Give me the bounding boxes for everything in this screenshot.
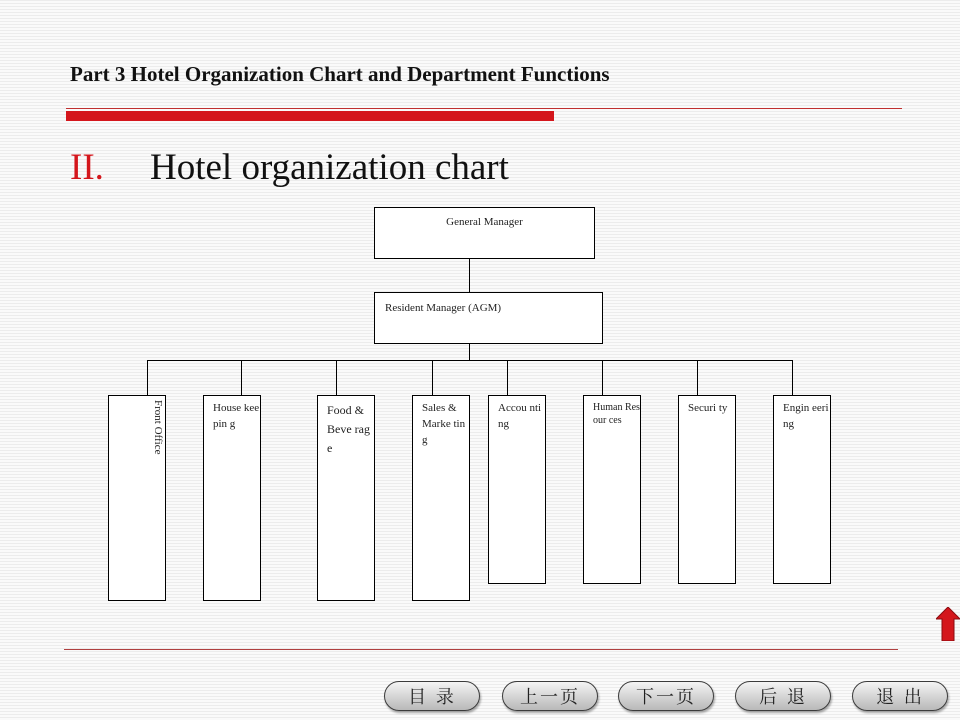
connector-housekeeping <box>241 360 242 395</box>
connector-sales-marketing <box>432 360 433 395</box>
section-heading-text: Hotel organization chart <box>150 147 509 188</box>
org-node-engineering: Engin eering <box>773 395 831 584</box>
org-node-accounting: Accou nting <box>488 395 546 584</box>
org-node-security: Securi ty <box>678 395 736 584</box>
previous-page-button[interactable]: 上一页 <box>502 681 598 711</box>
org-node-sales-marketing: Sales & Marke ting <box>412 395 470 601</box>
back-button[interactable]: 后 退 <box>735 681 831 711</box>
contents-button[interactable]: 目 录 <box>384 681 480 711</box>
title-divider-accent <box>66 111 554 121</box>
connector-human-resources <box>602 360 603 395</box>
org-node-food-beverage: Food & Beve rage <box>317 395 375 601</box>
exit-button[interactable]: 退 出 <box>852 681 948 711</box>
org-node-resident-manager: Resident Manager (AGM) <box>374 292 603 344</box>
connector-engineering <box>792 360 793 395</box>
slide-title: Part 3 Hotel Organization Chart and Department Functions <box>70 62 610 86</box>
connector-security <box>697 360 698 395</box>
connector-front-office <box>147 360 148 395</box>
org-node-front-office: Front Office <box>108 395 166 601</box>
connector-rm-to-bus <box>469 344 470 360</box>
section-number: II. <box>70 147 104 188</box>
section-heading <box>70 146 509 189</box>
footer-divider <box>64 649 898 650</box>
up-arrow-icon[interactable] <box>936 607 960 641</box>
org-node-general-manager: General Manager <box>374 207 595 259</box>
connector-accounting <box>507 360 508 395</box>
connector-gm-to-rm <box>469 259 470 292</box>
org-node-housekeeping: House keepin g <box>203 395 261 601</box>
next-page-button[interactable]: 下一页 <box>618 681 714 711</box>
title-divider-thin <box>66 108 902 109</box>
connector-food-beverage <box>336 360 337 395</box>
org-node-human-resources: Human Resour ces <box>583 395 641 584</box>
